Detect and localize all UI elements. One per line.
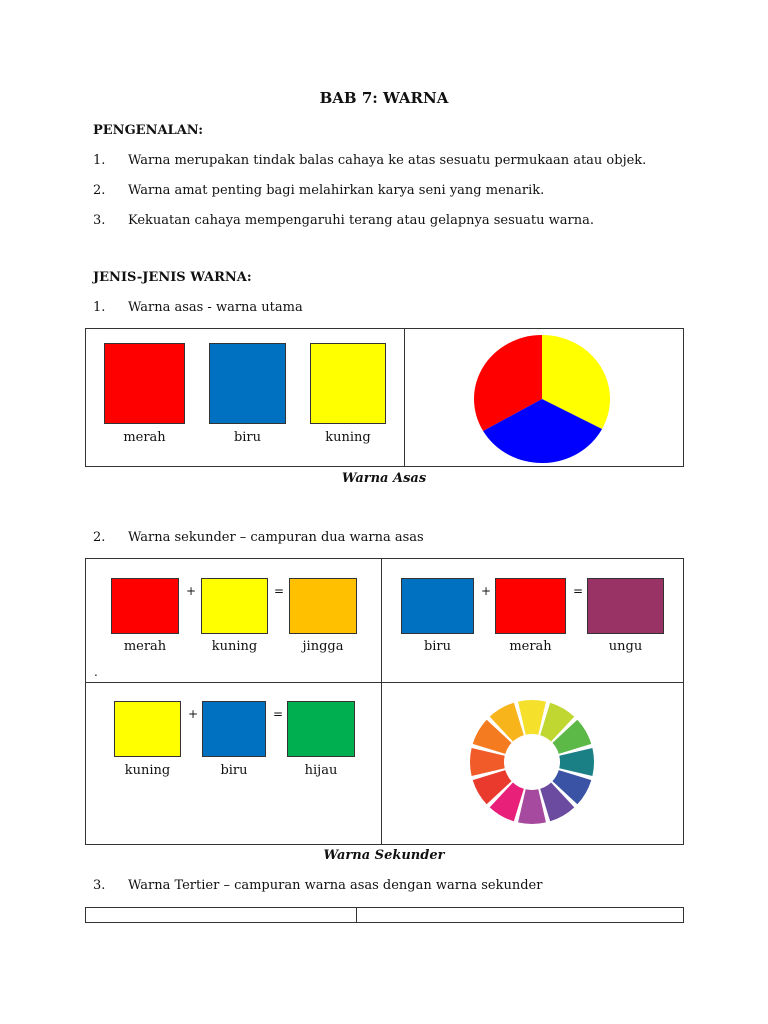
label-biru: biru [233,430,262,445]
intro-heading: PENGENALAN: [93,123,203,138]
plus-sign: + [186,584,197,598]
swatch-mix2-merah [495,578,566,634]
primary-colors-table [85,328,684,467]
plus-sign: + [188,707,199,721]
color-wheel-segment [518,700,546,735]
types-heading: JENIS-JENIS WARNA: [93,270,252,285]
swatch-mix1-jingga [289,578,357,634]
label-mix2-ungu: ungu [608,639,643,654]
label-mix1-jingga: jingga [302,639,344,654]
secondary-number: 2. [93,530,106,545]
stray-dot: . [94,665,98,679]
swatch-mix2-biru [401,578,474,634]
tertiary-number: 3. [93,878,106,893]
intro-item-2-text: Warna amat penting bagi melahirkan karya seni yang menarik. [128,183,545,198]
primary-text: Warna asas - warna utama [128,300,303,315]
color-wheel-segment [559,748,594,776]
page-title: BAB 7: WARNA [319,89,449,107]
tertiary-table [85,907,684,923]
label-mix2-merah: merah [509,639,552,654]
intro-item-1-number: 1. [93,153,106,168]
table-divider-vertical [381,559,382,844]
label-kuning: kuning [325,430,371,445]
swatch-mix1-kuning [201,578,268,634]
intro-item-1-text: Warna merupakan tindak balas cahaya ke atas sesuatu permukaan atau objek. [128,153,647,168]
table-divider-horizontal [86,682,683,683]
intro-item-3-text: Kekuatan cahaya mempengaruhi terang atau gelapnya sesuatu warna. [128,213,594,228]
swatch-mix1-merah [111,578,179,634]
swatch-mix3-biru [202,701,266,757]
intro-item-3-number: 3. [93,213,106,228]
swatch-mix3-kuning [114,701,181,757]
primary-pie-chart [472,333,612,463]
table-divider [356,908,357,922]
secondary-caption: Warna Sekunder [323,848,445,863]
label-mix2-biru: biru [423,639,452,654]
primary-caption: Warna Asas [341,471,427,486]
swatch-merah [104,343,185,424]
primary-number: 1. [93,300,106,315]
label-mix1-kuning: kuning [211,639,258,654]
color-wheel [466,697,598,827]
label-mix1-merah: merah [123,639,167,654]
secondary-text: Warna sekunder – campuran dua warna asas [128,530,424,545]
swatch-biru [209,343,286,424]
color-wheel-segment [518,789,546,824]
equals-sign: = [573,584,584,598]
label-mix3-hijau: hijau [304,763,338,778]
plus-sign: + [481,584,492,598]
label-merah: merah [123,430,166,445]
swatch-kuning [310,343,386,424]
label-mix3-biru: biru [220,763,248,778]
swatch-mix2-ungu [587,578,664,634]
swatch-mix3-hijau [287,701,355,757]
equals-sign: = [273,707,284,721]
intro-item-2-number: 2. [93,183,106,198]
table-divider [404,329,405,466]
color-wheel-segment [470,748,505,776]
secondary-colors-table [85,558,684,845]
label-mix3-kuning: kuning [124,763,171,778]
tertiary-text: Warna Tertier – campuran warna asas dengan warna sekunder [128,878,543,893]
equals-sign: = [274,584,285,598]
